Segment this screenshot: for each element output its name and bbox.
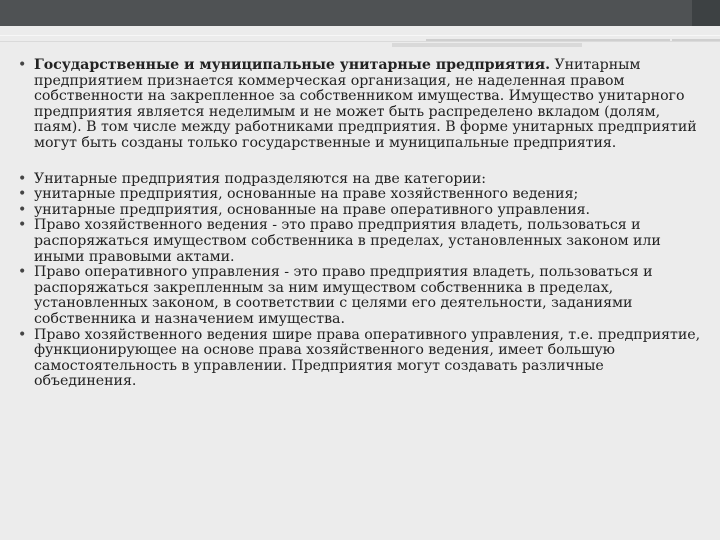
item-text: унитарные предприятия, основанные на праве оперативного управления.	[34, 201, 591, 218]
divider-line	[0, 35, 720, 36]
list-item	[14, 265, 704, 327]
title-bar-accent	[692, 0, 720, 26]
title-bar	[0, 0, 720, 26]
item-text: Право оперативного управления - это право предприятия владеть, пользоваться и распоряжаться закрепленным за ним имуществом собственника в пределах, установленных законом, в соответствии с целями его деятельности, заданиями собственника и назначением имущества.	[34, 264, 653, 327]
list-item	[14, 187, 704, 203]
divider-line	[0, 41, 720, 42]
decorative-bar	[426, 39, 670, 41]
bullet-list	[14, 58, 704, 390]
item-text: Унитарные предприятия подразделяются на две категории:	[34, 170, 486, 187]
list-item	[14, 218, 704, 265]
decorative-bar	[672, 39, 720, 41]
item-heading: Государственные и муниципальные унитарные предприятия.	[34, 57, 550, 73]
item-text: унитарные предприятия, основанные на праве хозяйственного ведения;	[34, 186, 579, 203]
item-text: Право хозяйственного ведения шире права оперативного управления, т.е. предприятие, функционирующее на основе права хозяйственного ведения, имеет большую самостоятельность в управлении. Предприятия могут создавать различные объединения.	[34, 326, 701, 390]
list-item	[14, 172, 704, 188]
list-item	[14, 328, 704, 390]
list-item	[14, 203, 704, 219]
item-text: Право хозяйственного ведения - это право предприятия владеть, пользоваться и распоряжаться имуществом собственника в пределах, установленных законом или иными правовыми актами.	[34, 217, 661, 265]
slide-body	[14, 58, 704, 390]
decorative-bar	[392, 43, 582, 47]
list-item	[14, 58, 704, 152]
item-text: Унитарным предприятием признается коммерческая организация, не наделенная правом собственности на закрепленное за собственником имущества. Имущество унитарного предприятия является неделимым и не может быть распределено вкладом (долям, паям). В том числе между работниками предприятия. В форме унитарных предприятий могут быть созданы только государственные и муниципальные предприятия.	[34, 57, 697, 151]
